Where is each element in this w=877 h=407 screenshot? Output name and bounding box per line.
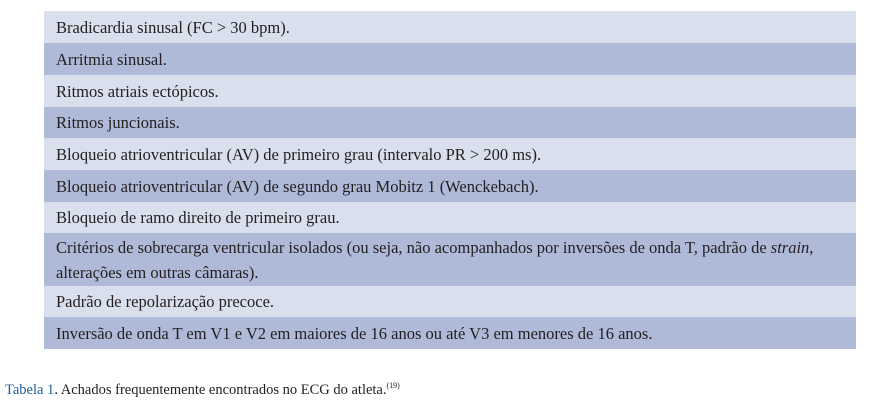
table-cell: Bradicardia sinusal (FC > 30 bpm). — [56, 17, 290, 37]
table-cell — [56, 235, 844, 285]
caption-label: Tabela 1 — [5, 382, 55, 398]
table-cell: Bloqueio de ramo direito de primeiro grau. — [56, 208, 340, 227]
table-cell: Ritmos atriais ectópicos. — [56, 81, 219, 101]
table-cell: Inversão de onda T em V1 e V2 em maiores de 16 anos ou até V3 em menores de 16 anos. — [56, 323, 653, 343]
cell-text: Critérios de sobrecarga ventricular isolados (ou seja, não acompanhados por inversões de onda T, padrão de — [56, 237, 771, 257]
table-row — [44, 202, 856, 233]
table-row — [44, 43, 856, 75]
table-cell: Arritmia sinusal. — [56, 49, 167, 69]
table-cell: Padrão de repolarização precoce. — [56, 292, 275, 311]
caption-reference: (19) — [386, 381, 400, 390]
cell-text-italic: strain — [770, 237, 810, 257]
table-row — [44, 286, 856, 317]
table-row — [44, 11, 856, 43]
table-caption — [5, 377, 400, 399]
table-cell: Bloqueio atrioventricular (AV) de segundo grau Mobitz 1 (Wenckebach). — [56, 176, 539, 196]
caption-text: . Achados frequentemente encontrados no ECG do atleta. — [54, 382, 387, 398]
table-row — [44, 75, 856, 107]
findings-table — [44, 11, 856, 349]
table-row — [44, 317, 856, 349]
table-cell: Bloqueio atrioventricular (AV) de primeiro grau (intervalo PR > 200 ms). — [56, 144, 542, 164]
table-row — [44, 138, 856, 170]
cell-text: , alterações em outras câmaras). — [56, 237, 814, 282]
table-row — [44, 233, 856, 286]
table-row — [44, 107, 856, 138]
table-row — [44, 170, 856, 202]
table-cell: Ritmos juncionais. — [56, 113, 180, 132]
